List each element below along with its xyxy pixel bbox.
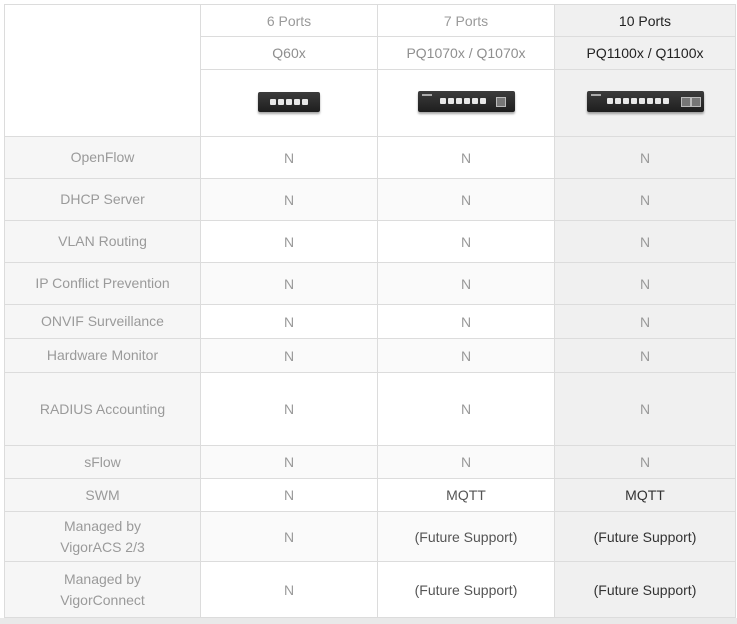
horizontal-scrollbar[interactable]: [0, 618, 737, 624]
feature-row: [5, 305, 736, 339]
value-cell: N: [201, 339, 378, 373]
value-cell: N: [378, 446, 555, 479]
value-cell: N: [201, 446, 378, 479]
feature-row: [5, 512, 736, 562]
value-cell: (Future Support): [378, 512, 555, 562]
value-cell: N: [555, 339, 736, 373]
value-cell: MQTT: [378, 479, 555, 512]
value-cell: N: [201, 221, 378, 263]
feature-label-line: VigorACS 2/3: [60, 538, 145, 555]
feature-row: [5, 339, 736, 373]
model-q60x: Q60x: [201, 37, 378, 70]
value-cell: N: [201, 373, 378, 446]
value-cell: N: [378, 137, 555, 179]
value-cell: N: [378, 339, 555, 373]
port-group-10: 10 Ports: [555, 5, 736, 37]
corner-cell: [5, 5, 201, 137]
switch-10port-image: [587, 91, 704, 112]
product-image-cell-10: [555, 70, 736, 137]
port-group-7: 7 Ports: [378, 5, 555, 37]
feature-label-line: Managed by: [63, 517, 142, 534]
value-cell: N: [555, 446, 736, 479]
value-cell: (Future Support): [555, 512, 736, 562]
value-cell: N: [555, 137, 736, 179]
value-cell: N: [555, 263, 736, 305]
switch-6port-image: [258, 92, 320, 112]
feature-label-radius-accounting: RADIUS Accounting: [5, 373, 201, 446]
value-cell: N: [378, 305, 555, 339]
feature-row: [5, 446, 736, 479]
value-cell: (Future Support): [378, 562, 555, 618]
feature-label-swm: SWM: [5, 479, 201, 512]
value-cell: N: [378, 373, 555, 446]
value-cell: N: [555, 179, 736, 221]
feature-label-managed-by-vigorconnect: [5, 562, 201, 618]
feature-label-line: VigorConnect: [60, 591, 145, 608]
product-image-cell-6: [201, 70, 378, 137]
feature-label-hardware-monitor: Hardware Monitor: [5, 339, 201, 373]
feature-label-sflow: sFlow: [5, 446, 201, 479]
value-cell: N: [201, 137, 378, 179]
value-cell: N: [555, 221, 736, 263]
feature-label-managed-by-vigoracs: [5, 512, 201, 562]
feature-row: [5, 221, 736, 263]
feature-label-onvif-surveillance: ONVIF Surveillance: [5, 305, 201, 339]
switch-7port-image: [418, 91, 515, 112]
feature-label-vlan-routing: VLAN Routing: [5, 221, 201, 263]
value-cell: N: [378, 221, 555, 263]
value-cell: N: [555, 373, 736, 446]
value-cell: N: [201, 263, 378, 305]
port-group-6: 6 Ports: [201, 5, 378, 37]
value-cell: N: [555, 305, 736, 339]
feature-label-line: Managed by: [63, 570, 142, 587]
value-cell: N: [201, 305, 378, 339]
value-cell: N: [201, 179, 378, 221]
model-q1070x: PQ1070x / Q1070x: [378, 37, 555, 70]
model-q1100x: PQ1100x / Q1100x: [555, 37, 736, 70]
comparison-table: [4, 4, 736, 618]
feature-row: [5, 137, 736, 179]
value-cell: N: [378, 263, 555, 305]
product-image-cell-7: [378, 70, 555, 137]
port-group-header-row: [5, 5, 736, 37]
value-cell: N: [201, 512, 378, 562]
feature-row: [5, 179, 736, 221]
value-cell: MQTT: [555, 479, 736, 512]
feature-row: [5, 373, 736, 446]
feature-row: [5, 562, 736, 618]
feature-label-openflow: OpenFlow: [5, 137, 201, 179]
feature-label-ip-conflict-prevention: IP Conflict Prevention: [5, 263, 201, 305]
value-cell: N: [201, 562, 378, 618]
value-cell: N: [378, 179, 555, 221]
value-cell: N: [201, 479, 378, 512]
value-cell: (Future Support): [555, 562, 736, 618]
feature-row: [5, 263, 736, 305]
feature-row: [5, 479, 736, 512]
feature-label-dhcp-server: DHCP Server: [5, 179, 201, 221]
